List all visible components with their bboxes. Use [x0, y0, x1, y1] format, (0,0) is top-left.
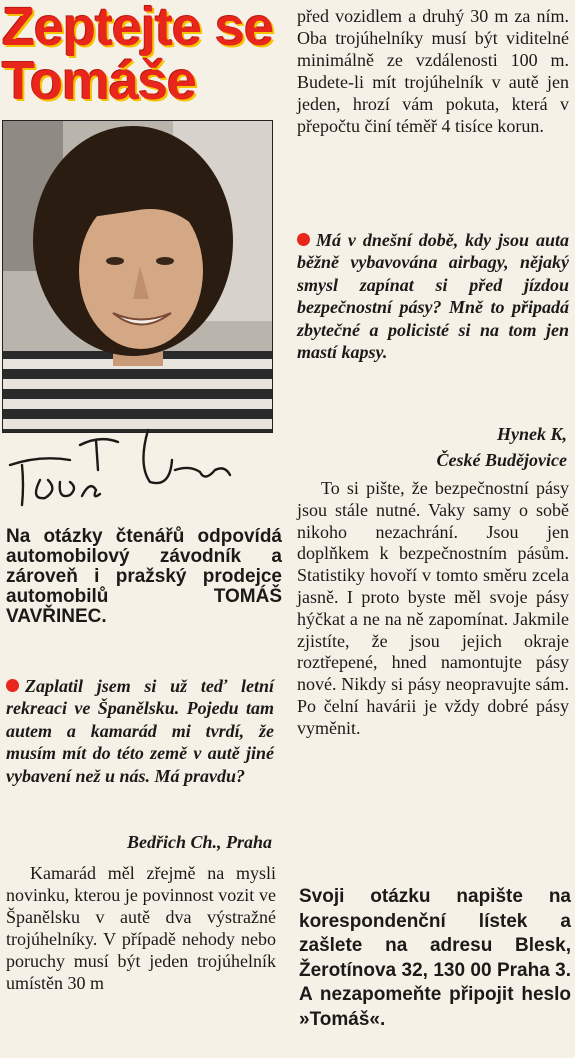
question-1-text: Zaplatil jsem si už teď letní rekreaci ve Španělsku. Pojedu tam autem a kamarád mi tvrdí, že musím mít do této země v autě jiné vybavení než u nás. Má pravdu?: [6, 676, 274, 786]
submission-instructions: Svoji otázku napište na korespondenční lístek a zašlete na adresu Blesk, Žerotínova 32, 130 00 Praha 3. A nezapomeňte připojit heslo »Tomáš«.: [299, 886, 571, 1030]
question-1-asker: Bedřich Ch., Praha: [126, 832, 272, 852]
question-2: [297, 229, 569, 363]
autograph-signature: [0, 410, 290, 520]
question-2-asker-city: České Budějovice: [436, 450, 567, 470]
bullet-dot-icon: [6, 679, 19, 692]
answer-1-part1: Kamarád měl zřejmě na mysli novinku, kterou je povinnost vozit ve Španělsku v autě dva výstražné trojúhelníky. V případě nehody nebo poruchy musí být jeden trojúhelník umístěn 30 m: [6, 863, 276, 993]
column-title-line2: Tomáše: [2, 51, 197, 111]
bullet-dot-icon: [297, 233, 310, 246]
column-title-line1: Zeptejte se: [2, 0, 274, 57]
question-2-text: Má v dnešní době, kdy jsou auta běžně vybavována airbagy, nějaký smysl zapínat si před jízdou bezpečnostní pásy? Mně to připadá zbytečné a policisté si na tom jen mastí kapsy.: [297, 230, 569, 363]
answer-1-part2: před vozidlem a druhý 30 m za ním. Oba trojúhelníky musí být viditelné minimálně ze vzdálenosti 100 m. Budete-li mít trojúhelník v autě jen jeden, hrozí vám pokuta, která v přepočtu činí téměř 4 tisíce korun.: [297, 6, 569, 136]
answer-2: To si pište, že bezpečnostní pásy jsou stále nutné. Vaky samy o sobě nikoho nezachrání. Jsou jen doplňkem k bezpečnostním pásům. Statistiky hovoří v tomto směru zcela jasně. I proto byste měl svoje pásy hýčkat a ne na ně zapomínat. Jakmile zjistíte, že jsou jejich okraje roztřepené, hned namontujte pásy nové. Nikdy si pásy neopravujte sám. Po čelní havárii je vždy dobré pásy vyměnit.: [297, 478, 569, 738]
question-1: [6, 675, 274, 787]
intro-text: Na otázky čtenářů odpovídá automobilový závodník a zároveň i pražský prodejce automobilů TOMÁŠ VAVŘINEC.: [6, 526, 282, 627]
portrait-photo: [2, 120, 273, 433]
signature-scribble: [0, 410, 290, 520]
portrait-illustration: [3, 121, 273, 433]
question-2-asker-name: Hynek K,: [497, 424, 567, 444]
